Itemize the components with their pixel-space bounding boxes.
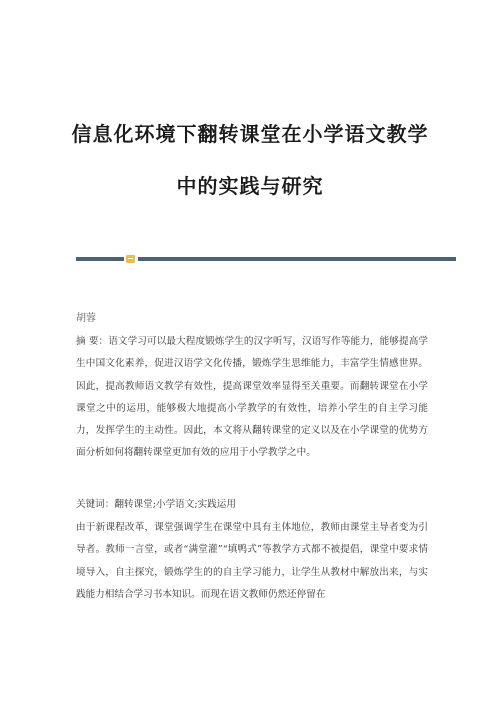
abstract-text: 语文学习可以最大程度锻炼学生的汉字听写，汉语写作等能力，能够提高学生中国文化素养，促进汉语学文化传播，锻炼学生思维能力，丰富学生情感世界。因此，提高教师语文教学有效性，提高课堂效率显得至关重要。而翻转课堂在小学课堂之中的运用，能够极大地提高小学教学的有效性，培养小学生的自主学习能力，发挥学生的主动性。因此，本文将从翻转课堂的定义以及在小学课堂的优势方面分析如何将翻转课堂更加有效的应用于小学教学之中。 — [76, 336, 428, 459]
title-divider — [76, 256, 456, 262]
author-name: 胡蓉 — [76, 313, 96, 324]
title-line-1: 信息化环境下翻转课堂在小学语文教学 — [71, 122, 429, 146]
divider-right-bar — [138, 257, 456, 261]
divider-left-bar — [76, 257, 124, 261]
divider-ornament-icon — [126, 255, 135, 263]
abstract-label: 摘 要： — [76, 336, 109, 347]
title-line-2: 中的实践与研究 — [176, 174, 324, 198]
abstract-paragraph — [76, 331, 428, 465]
keywords-label: 关键词： — [76, 499, 115, 510]
body-paragraph: 由于新课程改革，课堂强调学生在课堂中具有主体地位，教师由课堂主导者变为引导者。教师一言堂，或者“满堂灌”“填鸭式”等教学方式都不被提倡，课堂中要求情境导入，自主探究，锻炼学生的的自主学习能力，让学生从教材中解放出来，与实践能力相结合学习书本知识。而现在语文教师仍然还停留在 — [76, 522, 428, 600]
keywords-paragraph — [76, 494, 428, 516]
keywords-text: 翻转课堂;小学语文;实践运用 — [114, 499, 236, 510]
